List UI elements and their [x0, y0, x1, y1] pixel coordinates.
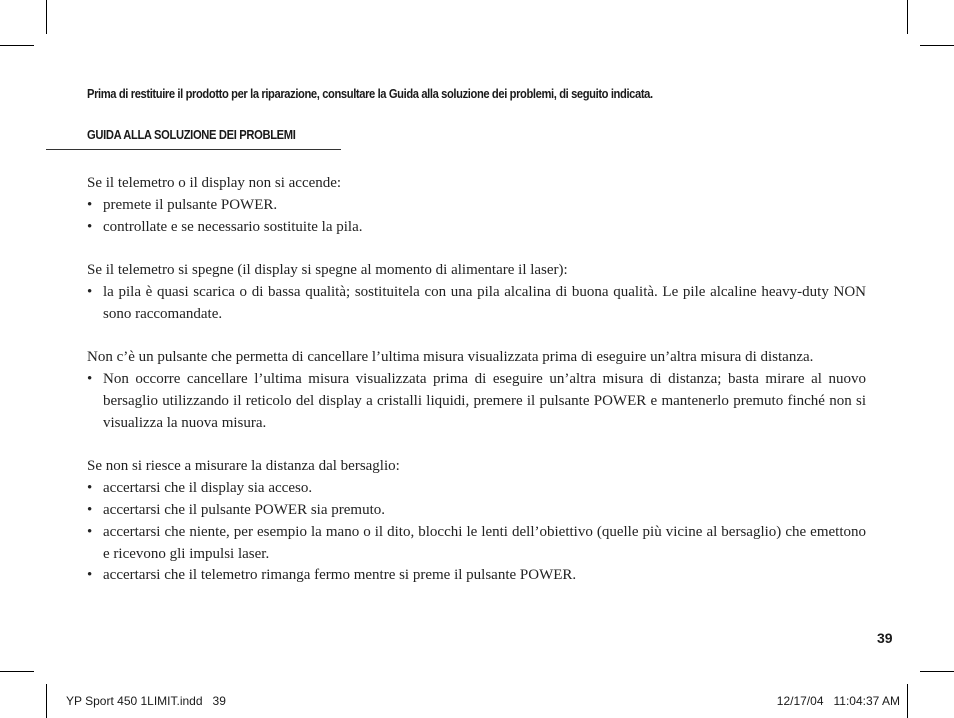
solution-list: [87, 478, 866, 587]
solution-list: [87, 282, 866, 326]
troubleshooting-section: [87, 173, 866, 238]
section-heading: GUIDA ALLA SOLUZIONE DEI PROBLEMI: [87, 127, 296, 142]
solution-item: [87, 500, 866, 522]
solution-item: [87, 195, 866, 217]
intro-note: Prima di restituire il prodotto per la riparazione, consultare la Guida alla soluzione dei problemi, di seguito indicata.: [87, 86, 653, 101]
solution-item: [87, 565, 866, 587]
bullet: •: [87, 218, 93, 235]
print-slug-filename: YP Sport 450 1LIMIT.indd 39: [66, 694, 226, 708]
troubleshooting-section: [87, 456, 866, 587]
solution-item: [87, 217, 866, 239]
solution-text: Non occorre cancellare l’ultima misura visualizzata prima di eseguire un’altra misura di distanza; basta mirare al nuovo bersaglio utilizzando il reticolo del display a cristalli liquidi, premere il pulsante POWER e mantenerlo premuto finché non si visualizza la nuova misura.: [103, 371, 866, 431]
solution-list: [87, 195, 866, 239]
solution-list: [87, 369, 866, 434]
solution-text: premete il pulsante POWER.: [103, 196, 278, 213]
bullet: •: [87, 501, 93, 518]
heading-underline: [46, 149, 341, 150]
solution-text: la pila è quasi scarica o di bassa qualità; sostituitela con una pila alcalina di buona qualità. Le pile alcaline heavy-duty NON sono raccomandate.: [103, 283, 866, 322]
print-slug-timestamp: 12/17/04 11:04:37 AM: [776, 694, 900, 708]
solution-item: [87, 282, 866, 326]
bullet: •: [87, 283, 93, 300]
solution-text: accertarsi che niente, per esempio la mano o il dito, blocchi le lenti dell’obiettivo (quelle più vicine al bersaglio) che emettono e ricevono gli impulsi laser.: [103, 523, 866, 562]
problem-statement: Se il telemetro o il display non si accende:: [87, 175, 342, 191]
bullet: •: [87, 371, 93, 388]
troubleshooting-content: [87, 173, 866, 587]
crop-mark-top-right-horizontal: [920, 45, 954, 46]
crop-mark-top-left-vertical: [46, 0, 47, 34]
crop-mark-bottom-left-horizontal: [0, 671, 34, 672]
solution-text: controllate e se necessario sostituite la pila.: [103, 218, 363, 235]
solution-text: accertarsi che il telemetro rimanga fermo mentre si preme il pulsante POWER.: [103, 567, 577, 584]
solution-item: [87, 369, 866, 434]
bullet: •: [87, 196, 93, 213]
problem-statement: Se il telemetro si spegne (il display si spegne al momento di alimentare il laser):: [87, 262, 568, 279]
troubleshooting-section: [87, 260, 866, 325]
bullet: •: [87, 523, 93, 540]
troubleshooting-section: [87, 347, 866, 434]
bullet: •: [87, 567, 93, 584]
problem-statement: Non c’è un pulsante che permetta di cancellare l’ultima misura visualizzata prima di eseguire un’altra misura di distanza.: [87, 349, 814, 366]
page-number: 39: [877, 630, 893, 646]
crop-mark-top-left-horizontal: [0, 45, 34, 46]
solution-text: accertarsi che il pulsante POWER sia premuto.: [103, 501, 385, 518]
crop-mark-bottom-right-horizontal: [920, 671, 954, 672]
solution-item: [87, 522, 866, 566]
bullet: •: [87, 480, 93, 497]
solution-item: [87, 478, 866, 500]
crop-mark-bottom-left-vertical: [46, 684, 47, 718]
problem-statement: Se non si riesce a misurare la distanza dal bersaglio:: [87, 458, 400, 475]
solution-text: accertarsi che il display sia acceso.: [103, 480, 313, 497]
crop-mark-bottom-right-vertical: [907, 684, 908, 718]
crop-mark-top-right-vertical: [907, 0, 908, 34]
